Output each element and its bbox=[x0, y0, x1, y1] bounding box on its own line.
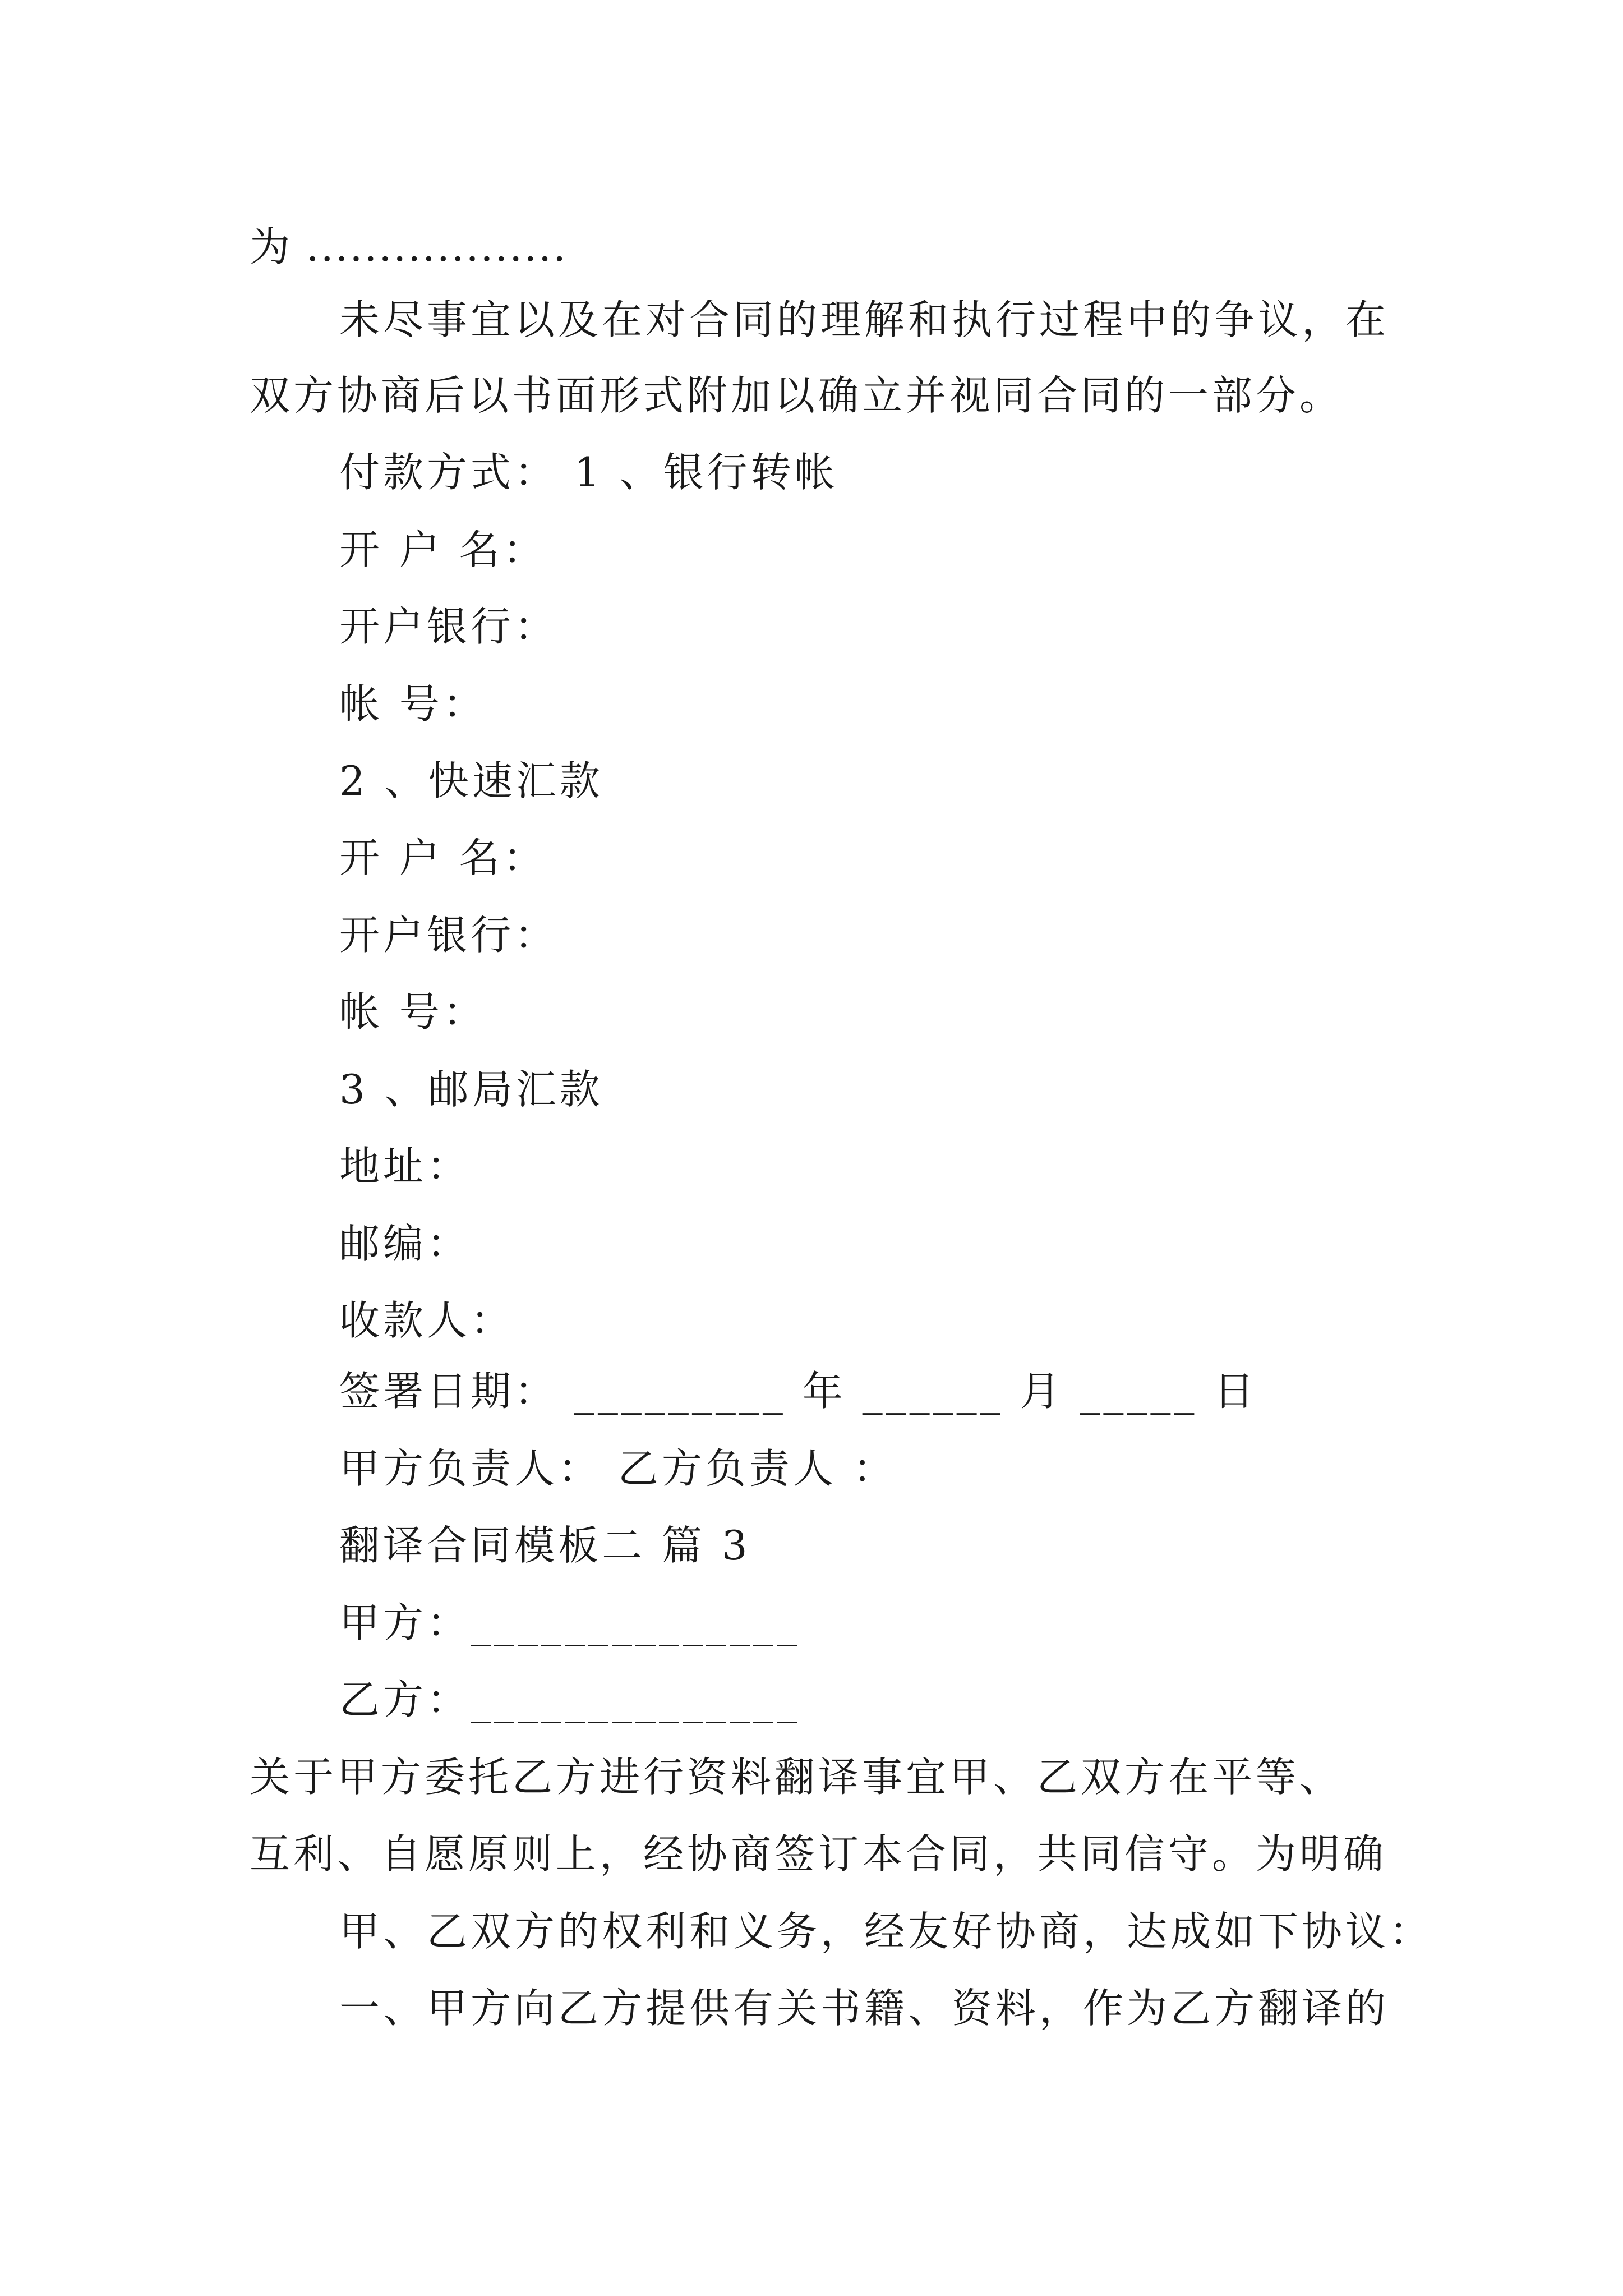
text-line: 收款人： bbox=[339, 1297, 515, 1344]
section-heading: 翻译合同模板二 篇 3 bbox=[339, 1522, 751, 1569]
text-line: 开户银行： bbox=[339, 603, 559, 650]
signatories-line: 甲方负责人： 乙方负责人 ： bbox=[339, 1445, 897, 1492]
text-line: 地址： bbox=[339, 1143, 471, 1190]
party-b-line: 乙方：______________ bbox=[339, 1676, 801, 1723]
signing-date-line: 签署日期： _________ 年 ______ 月 _____ 日 bbox=[339, 1368, 1258, 1415]
text-line: 甲、乙双方的权利和义务，经友好协商，达成如下协议： bbox=[339, 1908, 1433, 1955]
text-line: 付款方式： 1 、银行转帐 bbox=[339, 449, 838, 496]
text-line: 开户银行： bbox=[339, 912, 559, 959]
text-line: 为 .................. bbox=[250, 223, 568, 270]
text-line: 开 户 名： bbox=[339, 526, 547, 573]
text-line: 双方协商后以书面形式附加以确立并视同合同的一部分。 bbox=[250, 372, 1344, 419]
text-line: 2 、快速汇款 bbox=[339, 757, 603, 804]
text-line: 邮编： bbox=[339, 1220, 471, 1267]
text-line: 开 户 名： bbox=[339, 834, 547, 881]
party-a-line: 甲方：______________ bbox=[339, 1599, 801, 1646]
text-line: 3 、邮局汇款 bbox=[339, 1066, 603, 1113]
text-line: 关于甲方委托乙方进行资料翻译事宜甲、乙双方在平等、 bbox=[250, 1754, 1344, 1801]
text-line: 未尽事宜以及在对合同的理解和执行过程中的争议，在 bbox=[339, 296, 1390, 343]
text-line: 互利、自愿原则上，经协商签订本合同，共同信守。为明确 bbox=[250, 1830, 1387, 1878]
text-line: 帐 号： bbox=[339, 680, 487, 728]
text-line: 帐 号： bbox=[339, 988, 487, 1036]
text-line: 一、甲方向乙方提供有关书籍、资料，作为乙方翻译的 bbox=[339, 1985, 1390, 2032]
